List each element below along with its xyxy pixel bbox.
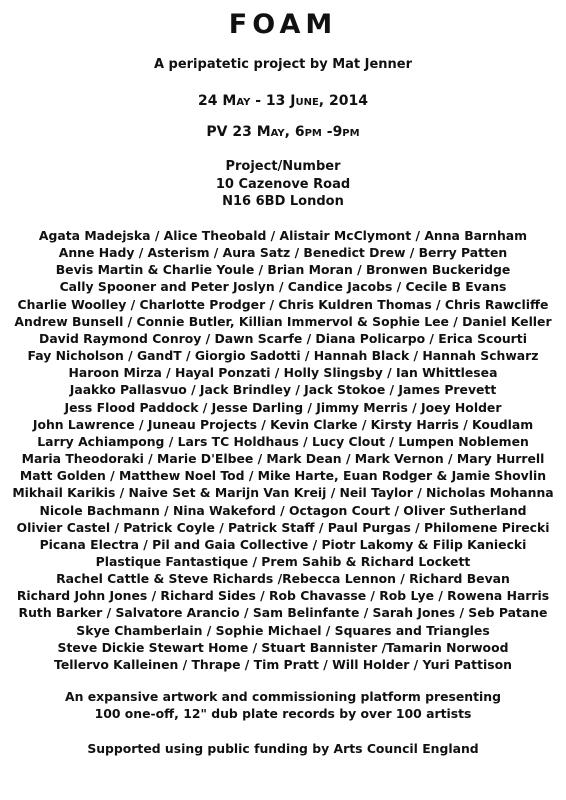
artist-line: Picana Electra / Pil and Gaia Collective / Piotr Lakomy & Filip Kaniecki — [39, 536, 527, 552]
artist-line: Ruth Barker / Salvatore Arancio / Sam Belinfante / Sarah Jones / Seb Patane — [18, 605, 548, 621]
project-description — [0, 688, 566, 722]
artist-line: Plastique Fantastique / Prem Sahib & Richard Lockett — [95, 553, 471, 569]
artist-line: Rachel Cattle & Steve Richards /Rebecca Lennon / Richard Bevan — [56, 571, 510, 587]
artist-line: Nicole Bachmann / Nina Wakeford / Octagon Court / Oliver Sutherland — [39, 502, 527, 518]
artist-line: Haroon Mirza / Hayal Ponzati / Holly Slingsby / Ian Whittlesea — [68, 365, 498, 381]
poster-subtitle: A peripatetic project by Mat Jenner — [153, 57, 413, 72]
address-line: N16 6BD London — [222, 194, 344, 209]
address-line: 10 Cazenove Road — [215, 176, 351, 192]
artist-line: Andrew Bunsell / Connie Butler, Killian Immervol & Sophie Lee / Daniel Keller — [14, 313, 552, 329]
address-line: Project/Number — [225, 159, 341, 174]
artist-line: Steve Dickie Stewart Home / Stuart Bannister /Tamarin Norwood — [57, 639, 509, 655]
artist-line: David Raymond Conroy / Dawn Scarfe / Diana Policarpo / Erica Scourti — [39, 330, 527, 346]
artist-line: Jess Flood Paddock / Jesse Darling / Jimmy Merris / Joey Holder — [64, 399, 502, 415]
artist-line: Maria Theodoraki / Marie D'Elbee / Mark Dean / Mark Vernon / Mary Hurrell — [21, 451, 545, 467]
artist-line: Fay Nicholson / GandT / Giorgio Sadotti / Hannah Black / Hannah Schwarz — [27, 348, 539, 364]
artist-line: Skye Chamberlain / Sophie Michael / Squares and Triangles — [76, 622, 490, 638]
poster-title: FOAM — [228, 9, 338, 40]
artist-line: Richard John Jones / Richard Sides / Rob Chavasse / Rob Lye / Rowena Harris — [16, 588, 550, 604]
description-line: 100 one-off, 12" dub plate records by over 100 artists — [94, 706, 472, 721]
artist-line: Jaakko Pallasvuo / Jack Brindley / Jack Stokoe / James Prevett — [69, 382, 497, 398]
private-view-time: PV 23 May, 6pm -9pm — [206, 124, 360, 140]
artist-line: Mikhail Karikis / Naive Set & Marijn Van Kreij / Neil Taylor / Nicholas Mohanna — [12, 485, 554, 501]
artist-line: Agata Madejska / Alice Theobald / Alistair McClymont / Anna Barnham — [38, 228, 528, 243]
artist-line: Matt Golden / Matthew Noel Tod / Mike Harte, Euan Rodger & Jamie Shovlin — [19, 468, 547, 484]
artist-line: Olivier Castel / Patrick Coyle / Patrick Staff / Paul Purgas / Philomene Pirecki — [16, 519, 550, 535]
artist-line: Charlie Woolley / Charlotte Prodger / Chris Kuldren Thomas / Chris Rawcliffe — [17, 296, 549, 312]
artist-list — [0, 227, 566, 673]
artist-line: Anne Hady / Asterism / Aura Satz / Benedict Drew / Berry Patten — [58, 245, 508, 261]
venue-address — [0, 158, 566, 211]
artist-line: Cally Spooner and Peter Joslyn / Candice Jacobs / Cecile B Evans — [59, 279, 507, 295]
description-line: An expansive artwork and commissioning platform presenting — [65, 689, 501, 704]
artist-line: Bevis Martin & Charlie Youle / Brian Moran / Bronwen Buckeridge — [55, 262, 511, 278]
artist-line: John Lawrence / Juneau Projects / Kevin Clarke / Kirsty Harris / Koudlam — [32, 416, 534, 432]
artist-line: Tellervo Kalleinen / Thrape / Tim Pratt / Will Holder / Yuri Pattison — [54, 656, 512, 672]
funding-credit: Supported using public funding by Arts Council England — [87, 741, 479, 756]
artist-line: Larry Achiampong / Lars TC Holdhaus / Lucy Clout / Lumpen Noblemen — [37, 433, 529, 449]
exhibition-dates: 24 May - 13 June, 2014 — [198, 93, 368, 109]
